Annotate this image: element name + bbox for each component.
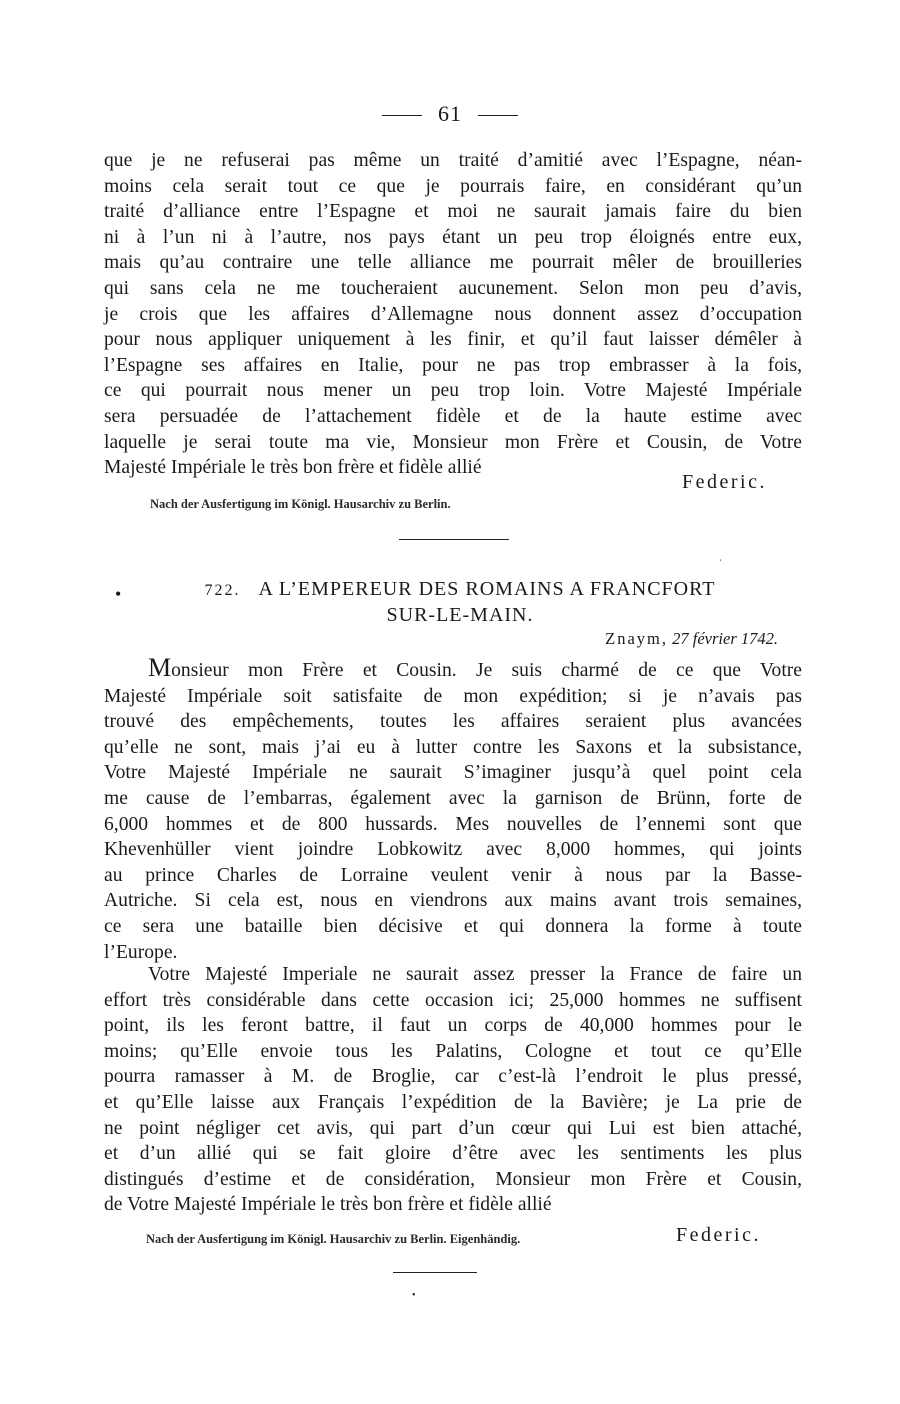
text-line: au prince Charles de Lorraine veulent venir à nous par la Basse-: [104, 864, 802, 886]
text-line: et d’un allié qui se fait gloire d’être avec les sentiments les plus: [104, 1143, 802, 1165]
letter1-source-note: Nach der Ausfertigung im Königl. Hausarchiv zu Berlin.: [150, 497, 451, 511]
letter2-number: 722.: [204, 582, 241, 599]
letter2-place: Znaym,: [605, 629, 669, 648]
letter1-signature: Federic.: [682, 471, 767, 493]
text-line: traité d’alliance entre l’Espagne et moi ne saurait jamais faire du bien: [104, 201, 802, 223]
margin-mark: ': [720, 558, 722, 567]
text-line: qui sans cela ne me toucheraient aucunement. Selon mon peu d’avis,: [104, 277, 802, 299]
text-line: moins cela serait tout ce que je pourrais faire, en considérant qu’un: [104, 175, 802, 197]
text-line: distingués d’estime et de considération, Monsieur mon Frère et Cousin,: [104, 1168, 802, 1190]
text-line: ce qui pourrait nous mener un peu trop loin. Votre Majesté Impériale: [104, 380, 802, 402]
page-number-value: 61: [438, 101, 462, 126]
section-divider: [393, 1272, 477, 1273]
text-line: que je ne refuserai pas même un traité d’amitié avec l’Espagne, néan-: [104, 150, 802, 171]
text-line: 6,000 hommes et de 800 hussards. Mes nouvelles de l’ennemi sont que: [104, 813, 802, 835]
letter2-paragraph-2: [104, 962, 802, 1218]
text-line: Autriche. Si cela est, nous en viendrons aux mains avant trois semaines,: [104, 890, 802, 912]
letter2-title: A L’EMPEREUR DES ROMAINS A FRANCFORT: [258, 578, 716, 600]
text-line: Khevenhüller vient joindre Lobkowitz avec 8,000 hommes, qui joints: [104, 839, 802, 861]
text-line: de Votre Majesté Impériale le très bon frère et fidèle allié: [104, 1194, 552, 1216]
initial-letter: M: [148, 653, 172, 682]
letter2-paragraph-1: [104, 655, 802, 965]
letter2-dateline: [605, 629, 778, 649]
margin-mark: •: [412, 1290, 416, 1301]
page-number-dash-left: [382, 115, 422, 116]
text-line: l’Espagne ses affaires en Italie, pour ne pas trop embrasser à la fois,: [104, 354, 802, 376]
text-line: laquelle je serai toute ma vie, Monsieur mon Frère et Cousin, de Votre: [104, 431, 802, 453]
letter2-date: 27 février 1742.: [672, 629, 778, 648]
text-line: Votre Majesté Imperiale ne saurait assez presser la France de faire un: [148, 964, 802, 985]
text-line: point, ils les feront battre, il faut un corps de 40,000 hommes pour le: [104, 1015, 802, 1037]
letter2-heading: [140, 577, 780, 628]
page-number-dash-right: [478, 115, 518, 116]
text-line: me cause de l’embarras, également avec la garnison de Brünn, forte de: [104, 787, 802, 809]
section-divider: [399, 539, 509, 540]
text-line: Majesté Impériale le très bon frère et fidèle allié: [104, 457, 482, 479]
text-line: l’Europe.: [104, 941, 178, 963]
text-line: Majesté Impériale soit satisfaite de mon expédition; si je n’avais pas: [104, 685, 802, 707]
text-line: effort très considérable dans cette occasion ici; 25,000 hommes ne suffisent: [104, 989, 802, 1011]
letter2-source-note: Nach der Ausfertigung im Königl. Hausarchiv zu Berlin. Eigenhändig.: [146, 1232, 521, 1246]
text-line: trouvé des empêchements, toutes les affaires seraient plus avancées: [104, 711, 802, 733]
margin-mark: •: [115, 584, 122, 604]
text-line: je crois que les affaires d’Allemagne nous donnent assez d’occupation: [104, 303, 802, 325]
page-number: [0, 101, 900, 127]
text-line: ni à l’un ni à l’autre, nos pays étant un peu trop éloignés entre eux,: [104, 226, 802, 248]
text-line: pour nous appliquer uniquement à les finir, et qu’il faut laisser démêler à: [104, 329, 802, 351]
text-line: mais qu’au contraire une telle alliance me pourrait mêler de brouilleries: [104, 252, 802, 274]
text-line: Votre Majesté Impériale ne saurait S’imaginer jusqu’à quel point cela: [104, 762, 802, 784]
text-line: Monsieur mon Frère et Cousin. Je suis charmé de ce que Votre: [148, 653, 802, 682]
letter1-body: [104, 148, 802, 481]
text-line: moins; qu’Elle envoie tous les Palatins, Cologne et tout ce qu’Elle: [104, 1040, 802, 1062]
text-line: pourra ramasser à M. de Broglie, car c’est-là l’endroit le plus pressé,: [104, 1066, 802, 1088]
text-line: ce sera une bataille bien décisive et qui donnera la forme à toute: [104, 915, 802, 937]
text-line: ne point négliger cet avis, qui part d’un cœur qui Lui est bien attaché,: [104, 1117, 802, 1139]
text-line: sera persuadée de l’attachement fidèle et de la haute estime avec: [104, 405, 802, 427]
letter2-signature: Federic.: [676, 1224, 761, 1246]
text-line: et qu’Elle laisse aux Français l’expédition de la Bavière; je La prie de: [104, 1091, 802, 1113]
text-line: qu’elle ne sont, mais j’ai eu à lutter contre les Saxons et la subsistance,: [104, 736, 802, 758]
letter2-heading-line2: SUR-LE-MAIN.: [386, 604, 534, 626]
letter2-heading-line1: [140, 577, 780, 603]
